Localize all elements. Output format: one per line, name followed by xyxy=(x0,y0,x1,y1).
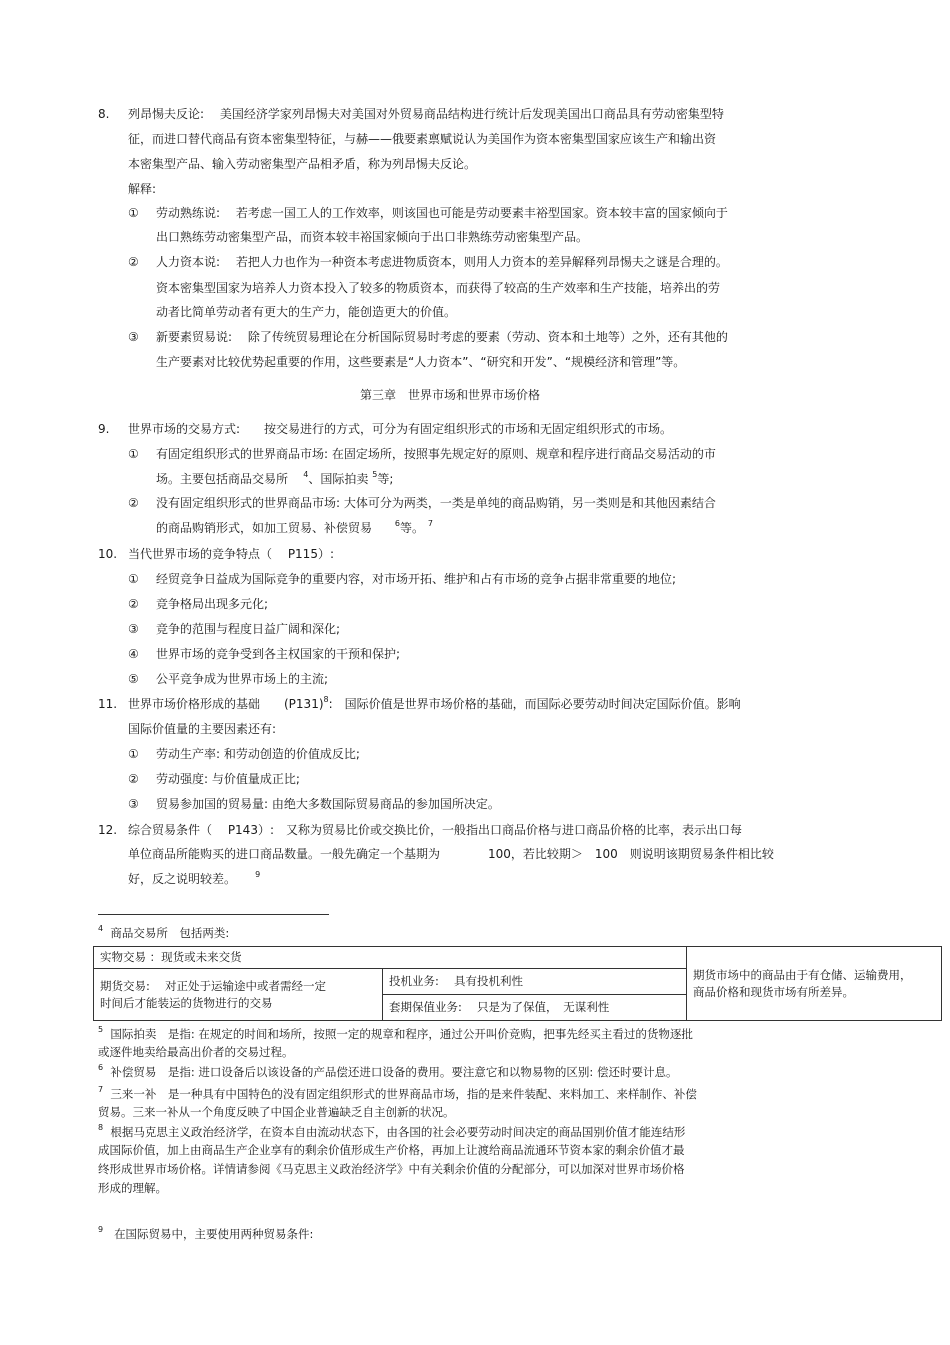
footnote-7-text: 三来一补 是一种具有中国特色的没有固定组织形式的世界商品市场，指的是来件装配、来料加工、来样制作、补偿 xyxy=(110,1087,697,1101)
item-10-point-4: 世界市场的竞争受到各主权国家的干预和保护; xyxy=(156,647,401,661)
item-10-point-1-mark: ① xyxy=(128,572,139,586)
item-11-point-3-mark: ③ xyxy=(128,797,139,811)
footnote-separator xyxy=(98,914,329,915)
footnote-9-line-1 xyxy=(98,1226,313,1242)
item-9-line: 世界市场的交易方式: 按交易进行的方式，可分为有固定组织形式的市场和无固定组织形式的市场。 xyxy=(128,422,673,436)
item-10-point-3-mark: ③ xyxy=(128,622,139,636)
item-9-point-1-text-b: 、国际拍卖 xyxy=(308,472,369,486)
footnote-9-text: 在国际贸易中，主要使用两种贸易条件: xyxy=(114,1227,314,1241)
item-12-line-1: 综合贸易条件（ P143）: 又称为贸易比价或交换比价，一般指出口商品价格与进口商品价格的比率，表示出口每 xyxy=(128,823,743,837)
item-8-point-3-line-2: 生产要素对比较优势起重要的作用，这些要素是“人力资本”、“研究和开发”、“规模经济和管理”等。 xyxy=(156,355,686,369)
footnote-4-text: 商品交易所 包括两类: xyxy=(110,926,230,940)
item-8-point-2-line-2: 资本密集型国家为培养人力资本投入了较多的物质资本，而获得了较高的生产效率和生产技能，培养出的劳 xyxy=(156,281,721,295)
footnote-ref-7[interactable]: 7 xyxy=(427,519,433,528)
speculation-cell: 投机业务: 具有投机利性 xyxy=(383,969,687,995)
footnote-9-number: 9 xyxy=(98,1225,104,1234)
item-8-point-2-line-3: 动者比简单劳动者有更大的生产力，能创造更大的价值。 xyxy=(156,305,457,319)
footnote-6-text: 补偿贸易 是指: 进口设备后以该设备的产品偿还进口设备的费用。要注意它和以物易物的区别: 偿还时要计息。 xyxy=(110,1065,678,1079)
footnote-5-line-1 xyxy=(98,1026,693,1042)
item-11-line-2: 国际价值量的主要因素还有: xyxy=(128,722,277,736)
footnote-8-text: 根据马克思主义政治经济学，在资本自由流动状态下，由各国的社会必要劳动时间决定的商品国别价值才能连结形 xyxy=(110,1125,686,1139)
item-11-point-1-mark: ① xyxy=(128,747,139,761)
futures-note-cell xyxy=(687,947,942,1021)
item-10-point-5-mark: ⑤ xyxy=(128,672,139,686)
item-8-number: 8. xyxy=(98,107,110,121)
footnote-8-line-2: 成国际价值，加上由商品生产企业享有的剩余价值形成生产价格，再加上让渡给商品流通环节资本家的剩余价值才最 xyxy=(98,1143,685,1157)
footnote-7-line-1 xyxy=(98,1086,697,1102)
item-9-number: 9. xyxy=(98,422,110,436)
item-12-number: 12. xyxy=(98,823,118,837)
footnote-8-line-4: 形成的理解。 xyxy=(98,1181,167,1195)
footnote-8-line-3: 终形成世界市场价格。详情请参阅《马克思主义政治经济学》中有关剩余价值的分配部分，可以加深对世界市场价格 xyxy=(98,1162,685,1176)
footnote-4-number: 4 xyxy=(98,924,104,933)
footnote-8-line-1 xyxy=(98,1124,685,1140)
item-9-point-1-line-1: 有固定组织形式的世界商品市场: 在固定场所，按照事先规定好的原则、规章和程序进行商品交易活动的市 xyxy=(156,447,716,461)
footnote-5-line-2: 或逐件地卖给最高出价者的交易过程。 xyxy=(98,1045,294,1059)
item-8-point-2-line-1: 人力资本说: 若把人力也作为一种资本考虑进物质资本，则用人力资本的差异解释列昂惕夫之谜是合理的。 xyxy=(156,255,728,269)
item-12-line-3 xyxy=(128,871,260,887)
footnote-ref-9[interactable]: 9 xyxy=(255,870,261,879)
item-10-point-5: 公平竞争成为世界市场上的主流; xyxy=(156,672,329,686)
item-9-point-1-mark: ① xyxy=(128,447,139,461)
hedging-cell: 套期保值业务: 只是为了保值， 无谋利性 xyxy=(383,995,687,1021)
footnote-7-number: 7 xyxy=(98,1085,104,1094)
futures-note-line-1: 期货市场中的商品由于有仓储、运输费用， xyxy=(693,967,912,982)
item-8-explain-label: 解释: xyxy=(128,182,157,196)
item-9-point-1-text-c: 等; xyxy=(377,472,394,486)
futures-table xyxy=(93,946,942,1021)
footnote-7-line-2: 贸易。三来一补从一个角度反映了中国企业普遍缺乏自主创新的状况。 xyxy=(98,1105,455,1119)
item-8-point-2-mark: ② xyxy=(128,255,139,269)
item-9-point-2-line-2 xyxy=(156,520,433,536)
item-11-line-1 xyxy=(128,696,741,712)
item-8-line-3: 本密集型产品、输入劳动密集型产品相矛盾，称为列昂惕夫反论。 xyxy=(128,157,477,171)
futures-trade-line-1: 期货交易: 对正处于运输途中或者需经一定 xyxy=(100,978,327,993)
footnote-ref-8[interactable]: 8 xyxy=(323,695,329,704)
item-8-point-3-mark: ③ xyxy=(128,330,139,344)
footnote-ref-5[interactable]: 5 xyxy=(372,470,378,479)
item-8-line-1: 列昂惕夫反论: 美国经济学家列昂惕夫对美国对外贸易商品结构进行统计后发现美国出口商品具有劳动密集型特 xyxy=(128,107,724,121)
chapter-title: 第三章 世界市场和世界市场价格 xyxy=(360,388,541,402)
item-11-point-2-mark: ② xyxy=(128,772,139,786)
spot-trade-cell: 实物交易 ：现货或未来交货 xyxy=(94,947,687,969)
footnote-4 xyxy=(98,925,229,941)
item-11-text-a: 世界市场价格形成的基础 (P131) xyxy=(128,697,324,711)
futures-trade-cell xyxy=(94,969,383,1021)
item-9-point-1-text-a: 场。主要包括商品交易所 xyxy=(156,472,289,486)
footnote-5-text: 国际拍卖 是指: 在规定的时间和场所，按照一定的规章和程序，通过公开叫价竞购，把事先经买主看过的货物逐批 xyxy=(110,1027,693,1041)
footnote-ref-6[interactable]: 6 xyxy=(394,519,400,528)
item-10-point-2: 竞争格局出现多元化; xyxy=(156,597,269,611)
footnote-8-number: 8 xyxy=(98,1123,104,1132)
item-9-point-2-text-b: 等。 xyxy=(400,521,425,535)
item-12-text: 好，反之说明较差。 xyxy=(128,872,237,886)
item-8-point-1-line-1: 劳动熟练说: 若考虑一国工人的工作效率，则该国也可能是劳动要素丰裕型国家。资本较丰富的国家倾向于 xyxy=(156,206,728,220)
futures-trade-line-2: 时间后才能装运的货物进行的交易 xyxy=(100,995,273,1010)
item-10-point-4-mark: ④ xyxy=(128,647,139,661)
item-8-point-1-mark: ① xyxy=(128,206,139,220)
item-11-text-b: : 国际价值是世界市场价格的基础，而国际必要劳动时间决定国际价值。影响 xyxy=(328,697,741,711)
footnote-6-line-1 xyxy=(98,1064,677,1080)
item-12-line-2: 单位商品所能购买的进口商品数量。一般先确定一个基期为 100，若比较期＞ 100 则说明该期贸易条件相比较 xyxy=(128,847,774,861)
footnote-ref-4[interactable]: 4 xyxy=(303,470,309,479)
item-10-point-3: 竞争的范围与程度日益广阔和深化; xyxy=(156,622,341,636)
item-8-point-1-line-2: 出口熟练劳动密集型产品，而资本较丰裕国家倾向于出口非熟练劳动密集型产品。 xyxy=(156,230,589,244)
item-10-point-2-mark: ② xyxy=(128,597,139,611)
item-11-point-2: 劳动强度: 与价值量成正比; xyxy=(156,772,300,786)
item-11-point-3: 贸易参加国的贸易量: 由绝大多数国际贸易商品的参加国所决定。 xyxy=(156,797,500,811)
futures-note-line-2: 商品价格和现货市场有所差异。 xyxy=(693,984,854,999)
item-10-point-1: 经贸竞争日益成为国际竞争的重要内容，对市场开拓、维护和占有市场的竞争占据非常重要的地位; xyxy=(156,572,677,586)
item-11-point-1: 劳动生产率: 和劳动创造的价值成反比; xyxy=(156,747,360,761)
item-9-point-2-text-a: 的商品购销形式，如加工贸易、补偿贸易 xyxy=(156,521,373,535)
item-9-point-1-line-2 xyxy=(156,471,393,487)
item-10-title: 当代世界市场的竞争特点（ P115）: xyxy=(128,547,334,561)
item-9-point-2-line-1: 没有固定组织形式的世界商品市场: 大体可分为两类，一类是单纯的商品购销，另一类则是和其他因素结合 xyxy=(156,496,716,510)
item-11-number: 11. xyxy=(98,697,118,711)
footnote-6-number: 6 xyxy=(98,1063,104,1072)
item-8-point-3-line-1: 新要素贸易说: 除了传统贸易理论在分析国际贸易时考虑的要素（劳动、资本和土地等）之外，还有其他的 xyxy=(156,330,728,344)
item-9-point-2-mark: ② xyxy=(128,496,139,510)
footnote-5-number: 5 xyxy=(98,1025,104,1034)
item-10-number: 10. xyxy=(98,547,118,561)
item-8-line-2: 征，而进口替代商品有资本密集型特征，与赫——俄要素禀赋说认为美国作为资本密集型国家应该生产和输出资 xyxy=(128,132,717,146)
